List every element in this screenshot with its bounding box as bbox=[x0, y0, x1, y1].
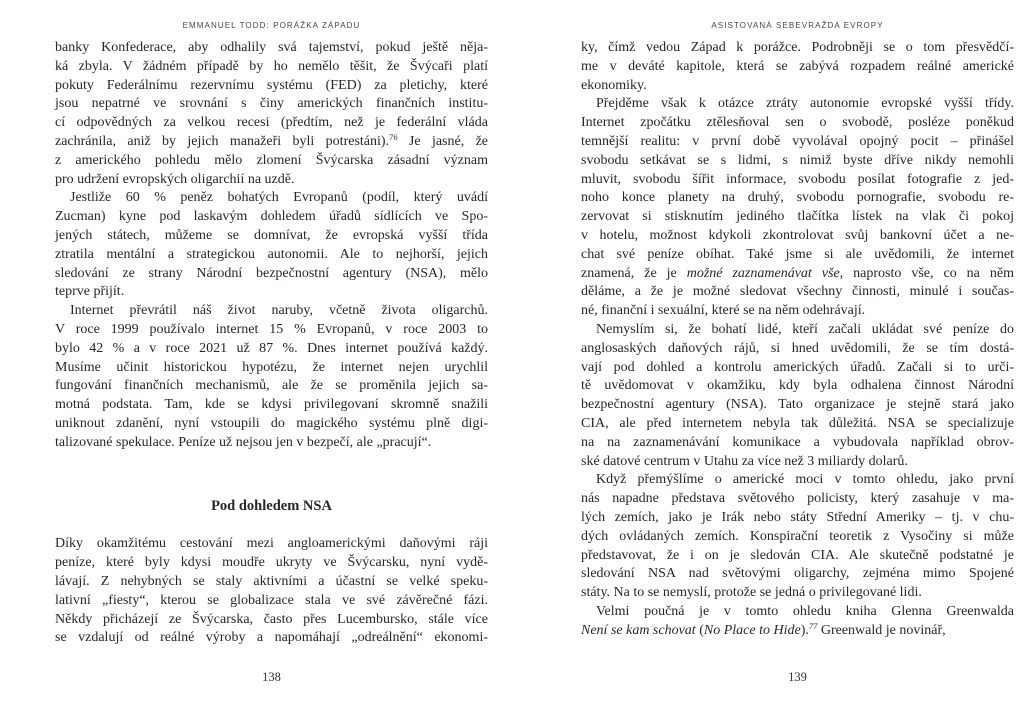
text-line: né, finanční i sexuální, které se na něm odehrávají. bbox=[581, 303, 866, 319]
text-line: chat své peníze obíhat. Také jsme si ale uvědomili, že internet bbox=[581, 246, 1014, 262]
italic-text: možné zaznamenávat vše, bbox=[686, 265, 844, 281]
text-line: Díky okamžitému cestování mezi angloamerickými daňovými ráji bbox=[55, 536, 488, 552]
text-line: uniknout zdanění, nyní vstoupili do magického systému plně digi- bbox=[55, 415, 488, 431]
text-line: Někdy přicházejí ze Švýcarska, často přes Lucembursko, stále více bbox=[55, 611, 488, 627]
text-line: Přejděme však k otázce ztráty autonomie evropské vyšší třídy. bbox=[596, 96, 1014, 112]
text-line: sledování NSA nad světovými oligarchy, zejména mimo Spojené bbox=[581, 566, 1014, 582]
page-left bbox=[55, 0, 488, 727]
text-line: talizované spekulace. Peníze už nejsou jen v bezpečí, ale „pracují“. bbox=[55, 434, 432, 450]
text-line: lávají. Z nehybných se staly aktivními a účastní se velké speku- bbox=[55, 573, 488, 589]
text-line: pro udržení evropských oligarchií na uzdě. bbox=[55, 171, 295, 187]
text-line: ekonomiky. bbox=[581, 77, 647, 93]
text-line: teprve přijít. bbox=[55, 284, 125, 300]
text-line: děláme, a že je možné sledovat všechny činnosti, minulé i součas- bbox=[581, 284, 1014, 300]
page-right bbox=[581, 0, 1014, 727]
text-line: znamená, že je možné zaznamenávat vše, naprosto vše, co na něm bbox=[581, 265, 1014, 281]
text-line: Internet zpočátku ztělesňoval sen o svobodě, posléze poněkud bbox=[581, 115, 1014, 131]
text-line: tě uvědomovat v okamžiku, kdy byla odhalena činnost Národní bbox=[581, 378, 1014, 394]
text-line: se vzdalují od reálné výroby a napomáhají „odreálnění“ ekonomi- bbox=[55, 630, 488, 646]
running-header-right: ASISTOVANÁ SEBEVRAŽDA EVROPY bbox=[711, 21, 884, 30]
text-line: Musíme učinit historickou hypotézu, že internet nejen urychlil bbox=[55, 359, 488, 375]
text-line: sledování ze strany Národní bezpečnostní agentury (NSA), mělo bbox=[55, 265, 488, 281]
text-line: motná podstata. Tam, kde se kdysi privilegovaní skromně snažili bbox=[55, 397, 488, 413]
text-line: temnější realitu: v první době vyvolával opojný pocit – přinášel bbox=[581, 133, 1014, 149]
text-line: Velmi poučná je v tomto ohledu kniha Glenna Greenwalda bbox=[596, 603, 1014, 619]
section-heading: Pod dohledem NSA bbox=[211, 497, 332, 514]
text-line: cí odpovědných za velkou recesi (předtím, než je federální vláda bbox=[55, 115, 488, 131]
text-line: CIA, ale před internetem nebyla tak důležitá. NSA se specializuje bbox=[581, 415, 1014, 431]
italic-text: No Place to Hide bbox=[703, 622, 801, 638]
text-line: vají pod dohled a kontrolu amerických úřadů. Začali si to urči- bbox=[581, 359, 1014, 375]
text-line: ské datové centrum v Utahu za více než 3 miliardy dolarů. bbox=[581, 453, 908, 469]
text-line: z amerického pohledu mělo zlomení Švýcarska zásadní význam bbox=[55, 152, 488, 168]
text-line: nás napadne představa světového policisty, který zasahuje v ma- bbox=[581, 491, 1014, 507]
text-line: bezpečnostní agentury (NSA). Tato organizace je stejně stará jako bbox=[581, 397, 1014, 413]
text-line: zachránila, aniž by jejich manažeři byli potrestáni).$^{76}$ Je jasné, že bbox=[55, 132, 489, 149]
text-line: Internet převrátil náš život naruby, včetně života oligarchů. bbox=[70, 303, 488, 319]
text-line: ká zbyla. V žádném případě by ho nemělo těšit, že Švýcaři platí bbox=[55, 58, 488, 74]
text-line: me v deváté kapitole, která se zabývá rozpadem reálné americké bbox=[581, 58, 1014, 74]
text-line: lativní „fiesty“, kterou se globalizace stala ve své závěrečné fázi. bbox=[55, 592, 488, 608]
page-number-left: 138 bbox=[262, 670, 281, 684]
text-line: zervovat si stisknutím jediného tlačítka lístek na vlak či pokoj bbox=[581, 209, 1014, 225]
footnote-reference: 77 bbox=[808, 621, 818, 632]
text-line: ztratila mentální a strategickou autonomii. Ale to nejhorší, jejich bbox=[55, 246, 488, 262]
footnote-reference: 76 bbox=[389, 132, 398, 143]
text-line: pokuty Federálnímu rezervnímu systému (FED) za pletichy, které bbox=[55, 77, 488, 93]
text-line: na na zaznamenávání komunikace a vybudovala například obrov- bbox=[581, 434, 1014, 450]
text-line: banky Konfederace, aby odhalily svá tajemství, pokud ještě něja- bbox=[55, 40, 488, 55]
page-body bbox=[55, 39, 488, 648]
italic-text: Není se kam schovat bbox=[581, 622, 696, 638]
text-line: noho konce planety na druhý, svobodu pornografie, svobodu re- bbox=[581, 190, 1014, 206]
text-line: dých ovládaných zemích. Konspirační teoretik z Vysočiny si může bbox=[581, 528, 1014, 544]
text-line: Když přemýšlíme o americké moci v tomto ohledu, jako první bbox=[596, 472, 1014, 488]
text-line: V roce 1999 používalo internet 15 % Evropanů, v roce 2003 to bbox=[55, 321, 488, 337]
text-line: v hotelu, možnost kdykoli zkontrolovat svůj bankovní účet a ne- bbox=[581, 227, 1014, 243]
page-body bbox=[581, 39, 1014, 641]
running-header-left: EMMANUEL TODD: PORÁŽKA ZÁPADU bbox=[182, 21, 361, 30]
text-line: Není se kam schovat (No Place to Hide).$^{77}$ Greenwald je novinář, bbox=[581, 621, 946, 638]
text-line: Jestliže 60 % peněz bohatých Evropanů (podíl, který uvádí bbox=[70, 190, 488, 206]
text-line: peníze, které byly kdysi moudře ukryty ve Švýcarsku, nyní vydě- bbox=[55, 555, 488, 571]
text-line: jsou nepatrné ve srovnání s činy amerických finančních institu- bbox=[55, 96, 488, 112]
text-line: fungování finančních mechanismů, ale že se proměnila jejich sa- bbox=[55, 378, 488, 394]
text-line: svobodu setkávat se s lidmi, s nimiž byste dříve nikdy nemohli bbox=[581, 152, 1014, 168]
text-line: Zucman) kyne pod laskavým dohledem úřadů sídlících ve Spo- bbox=[55, 209, 488, 225]
text-line: představovat, že i on je sledován CIA. Ale skutečně podstatné je bbox=[581, 547, 1014, 563]
text-line: bylo 42 % a v roce 2021 už 87 %. Dnes internet používá každý. bbox=[55, 340, 488, 356]
text-line: mluvit, svobodu šířit informace, svobodu posílat fotografie z jed- bbox=[581, 171, 1014, 187]
text-line: ky, čímž vedou Západ k porážce. Podrobněji se o tom přesvědčí- bbox=[581, 40, 1014, 55]
text-line: jených státech, můžeme se domnívat, že evropská vyšší třída bbox=[55, 227, 488, 243]
text-line: Nemyslím si, že bohatí lidé, kteří začali ukládat své peníze do bbox=[596, 321, 1014, 337]
text-line: lých zemích, jako je Irák nebo státy Střední Ameriky – tj. v chu- bbox=[581, 509, 1014, 525]
text-line: státy. Na to se nemyslí, protože se jedná o privilegované lidi. bbox=[581, 585, 922, 601]
page-number-right: 139 bbox=[788, 670, 807, 684]
text-line: anglosaských daňových rájů, si hned uvědomili, že se tím dostá- bbox=[581, 340, 1014, 356]
